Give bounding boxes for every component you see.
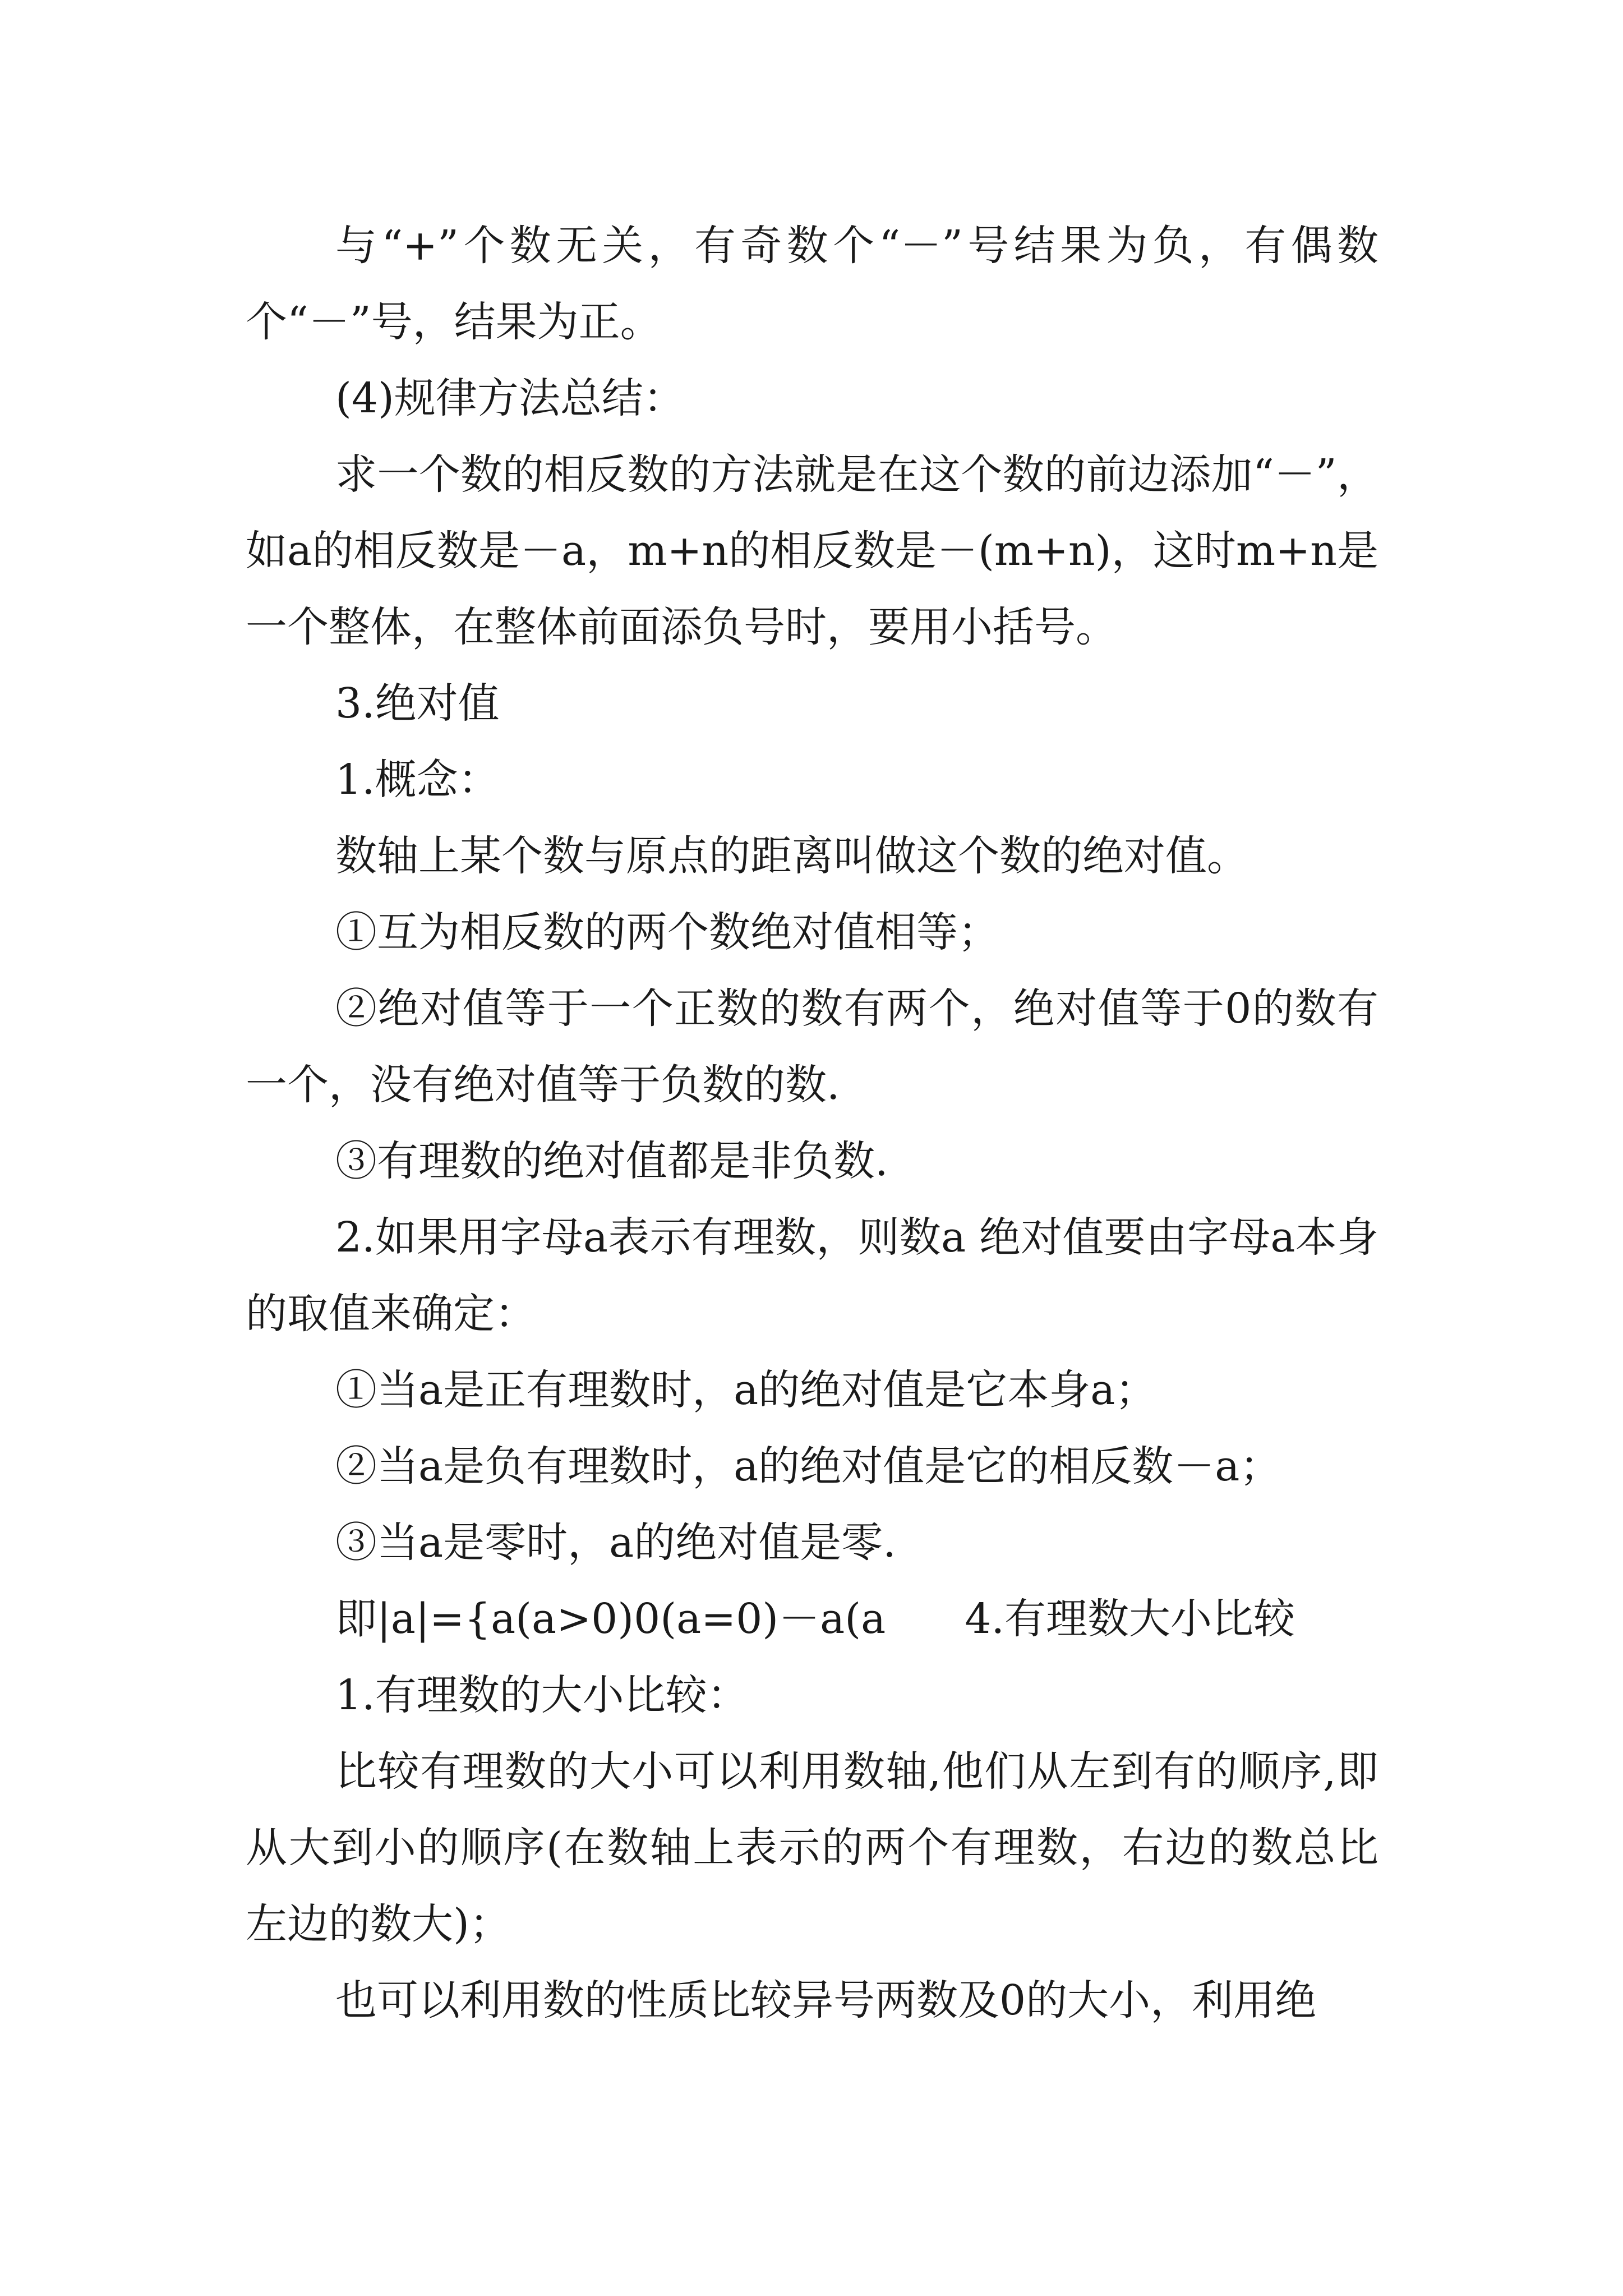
paragraph: ②当a是负有理数时，a的绝对值是它的相反数－a；	[335, 1442, 1281, 1490]
paragraph: (4)规律方法总结：	[335, 374, 685, 422]
paragraph: ①互为相反数的两个数绝对值相等；	[335, 908, 999, 956]
paragraph: ③有理数的绝对值都是非负数.	[335, 1137, 888, 1185]
paragraph: ①当a是正有理数时，a的绝对值是它本身a；	[335, 1366, 1157, 1414]
paragraph: 3.绝对值	[335, 679, 500, 728]
paragraph: 与“+”个数无关，有奇数个“－”号结果为负，有偶数个“－”号，结果为正。	[246, 222, 1378, 346]
paragraph: 也可以利用数的性质比较异号两数及0的大小，利用绝	[335, 1976, 1317, 2024]
document-body	[246, 208, 1378, 2039]
paragraph: 比较有理数的大小可以利用数轴,他们从左到有的顺序,即从大到小的顺序(在数轴上表示的两个有理数，右边的数总比左边的数大)；	[246, 1747, 1378, 1948]
paragraph: 1.有理数的大小比较：	[335, 1671, 749, 1719]
paragraph: ②绝对值等于一个正数的数有两个，绝对值等于0的数有一个，没有绝对值等于负数的数.	[246, 984, 1378, 1109]
paragraph: 数轴上某个数与原点的距离叫做这个数的绝对值。	[335, 832, 1248, 880]
paragraph: 即|a|={a(a>0)0(a=0)－a(a 4.有理数大小比较	[335, 1595, 1295, 1643]
paragraph: ③当a是零时，a的绝对值是零.	[335, 1519, 896, 1567]
paragraph: 2.如果用字母a表示有理数，则数a 绝对值要由字母a本身的取值来确定：	[246, 1213, 1378, 1338]
paragraph: 1.概念：	[335, 756, 500, 804]
paragraph: 求一个数的相反数的方法就是在这个数的前边添加“－”，如a的相反数是－a，m+n的相反数是－(m+n)，这时m+n是一个整体，在整体前面添负号时，要用小括号。	[246, 450, 1378, 651]
